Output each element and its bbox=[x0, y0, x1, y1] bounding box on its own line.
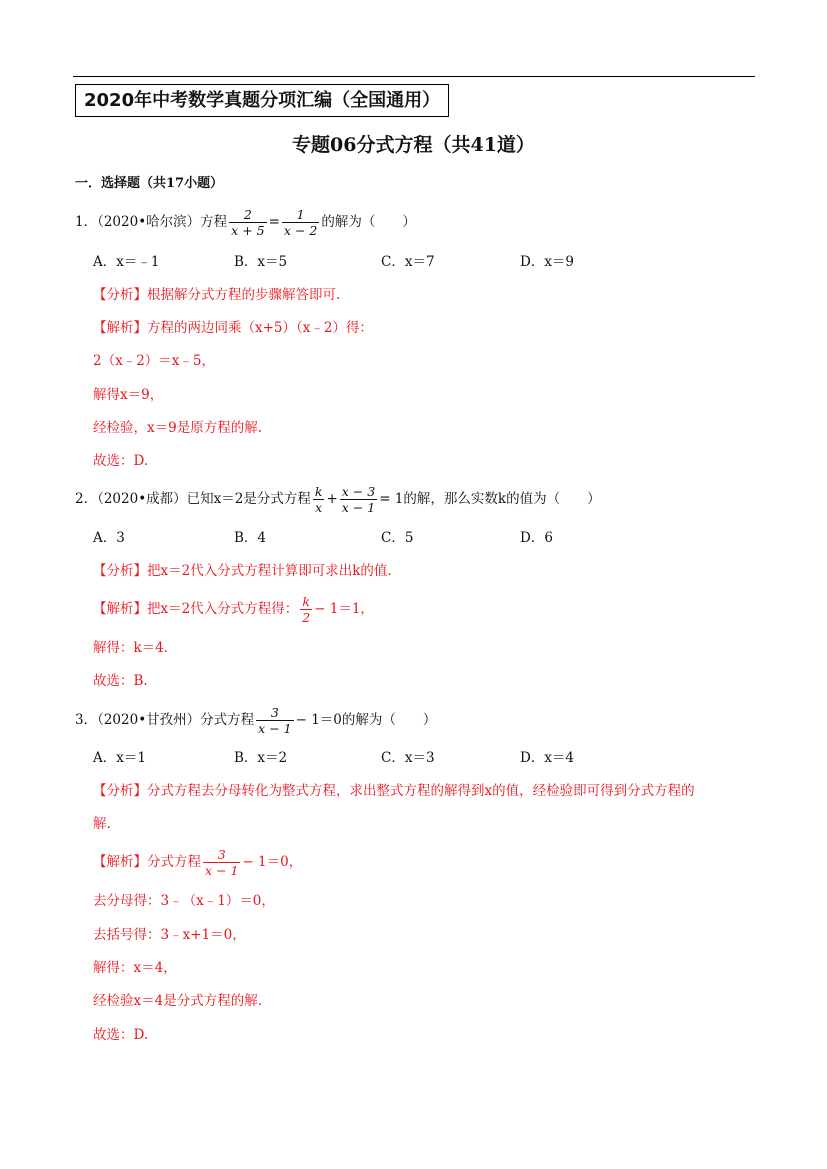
q1-analysis: 【分析】根据解分式方程的步骤解答即可. bbox=[93, 287, 341, 303]
q2-option-c: C．5 bbox=[381, 530, 414, 546]
q3-solution-rest: − 1＝0， bbox=[242, 854, 303, 870]
section-heading: 一．选择题（共17小题） bbox=[75, 176, 224, 191]
q1-solution-2: 2（x﹣2）＝x﹣5， bbox=[93, 353, 215, 369]
q3-solution-1 bbox=[93, 844, 302, 880]
q2-analysis: 【分析】把x＝2代入分式方程计算即可求出k的值. bbox=[93, 563, 392, 579]
q3-fraction: $\frac{3}{x - 1}$ bbox=[258, 705, 292, 736]
q1-option-c: C．x＝7 bbox=[381, 254, 435, 270]
q1-answer: 故选：D. bbox=[93, 453, 149, 469]
q3-answer: 故选：D. bbox=[93, 1027, 149, 1043]
q1-solution-3: 解得x＝9， bbox=[93, 387, 164, 403]
q1-solution-4: 经检验，x＝9是原方程的解. bbox=[93, 420, 262, 436]
q3-solution-5: 经检验x＝4是分式方程的解. bbox=[93, 993, 262, 1009]
q3-solution-4: 解得：x＝4， bbox=[93, 960, 177, 976]
q1-equals: = bbox=[268, 214, 280, 230]
q2-fraction-2: $\frac{x - 3}{x - 1}$ bbox=[341, 484, 376, 515]
q3-option-d: D．x＝4 bbox=[520, 750, 575, 766]
q1-option-b: B．x＝5 bbox=[234, 254, 288, 270]
q1-prefix: 1．（2020•哈尔滨）方程 bbox=[75, 214, 228, 230]
q2-plus: + bbox=[326, 491, 338, 507]
q1-option-d: D．x＝9 bbox=[520, 254, 575, 270]
q2-solution-1 bbox=[93, 591, 374, 627]
page-title: 专题06分式方程（共41道） bbox=[292, 134, 535, 156]
header-rule bbox=[73, 76, 755, 77]
question-1 bbox=[75, 205, 416, 239]
q3-analysis-line-1: 【分析】分式方程去分母转化为整式方程，求出整式方程的解得到x的值，经检验即可得到分式方程的 bbox=[93, 783, 695, 799]
series-title: 2020年中考数学真题分项汇编（全国通用） bbox=[75, 84, 449, 117]
q3-solution-prefix: 【解析】分式方程 bbox=[93, 854, 201, 870]
question-3 bbox=[75, 702, 436, 738]
q2-rhs: = 1 bbox=[379, 491, 404, 507]
q3-solution-3: 去括号得：3﹣x+1＝0， bbox=[93, 927, 246, 943]
q2-solution-rest: − 1＝1， bbox=[314, 601, 374, 617]
q3-option-c: C．x＝3 bbox=[381, 750, 435, 766]
q3-option-a: A．x＝1 bbox=[93, 750, 146, 766]
q1-solution-1: 【解析】方程的两边同乘（x+5）（x﹣2）得： bbox=[93, 320, 373, 336]
q2-solution-fraction: $\frac{k}{2}$ bbox=[302, 594, 311, 625]
q3-solution-fraction: $\frac{3}{x - 1}$ bbox=[205, 847, 239, 878]
q3-solution-2: 去分母得：3﹣（x﹣1）＝0， bbox=[93, 893, 275, 909]
q1-suffix: 的解为（ ） bbox=[321, 214, 416, 230]
q2-suffix: 的解，那么实数k的值为（ ） bbox=[403, 491, 601, 507]
q2-fraction-1: $\frac{k}{x}$ bbox=[314, 484, 323, 515]
q2-answer: 故选：B. bbox=[93, 673, 148, 689]
question-2 bbox=[75, 481, 601, 517]
q2-solution-2: 解得：k＝4. bbox=[93, 640, 169, 656]
q3-analysis-line-2: 解. bbox=[93, 816, 111, 832]
q1-fraction-2: $\frac{1}{x - 2}$ bbox=[283, 207, 318, 238]
q3-rest: − 1＝0的解为（ ） bbox=[295, 712, 437, 728]
q3-prefix: 3．（2020•甘孜州）分式方程 bbox=[75, 712, 255, 728]
q2-solution-prefix: 【解析】把x＝2代入分式方程得： bbox=[93, 601, 299, 617]
q2-prefix: 2．（2020•成都）已知x＝2是分式方程 bbox=[75, 491, 311, 507]
q1-fraction-1: $\frac{2}{x + 5}$ bbox=[231, 207, 265, 238]
q1-option-a: A．x＝﹣1 bbox=[93, 254, 160, 270]
q2-option-a: A．3 bbox=[93, 530, 125, 546]
q3-option-b: B．x＝2 bbox=[234, 750, 288, 766]
q2-option-b: B．4 bbox=[234, 530, 267, 546]
q2-option-d: D．6 bbox=[520, 530, 553, 546]
